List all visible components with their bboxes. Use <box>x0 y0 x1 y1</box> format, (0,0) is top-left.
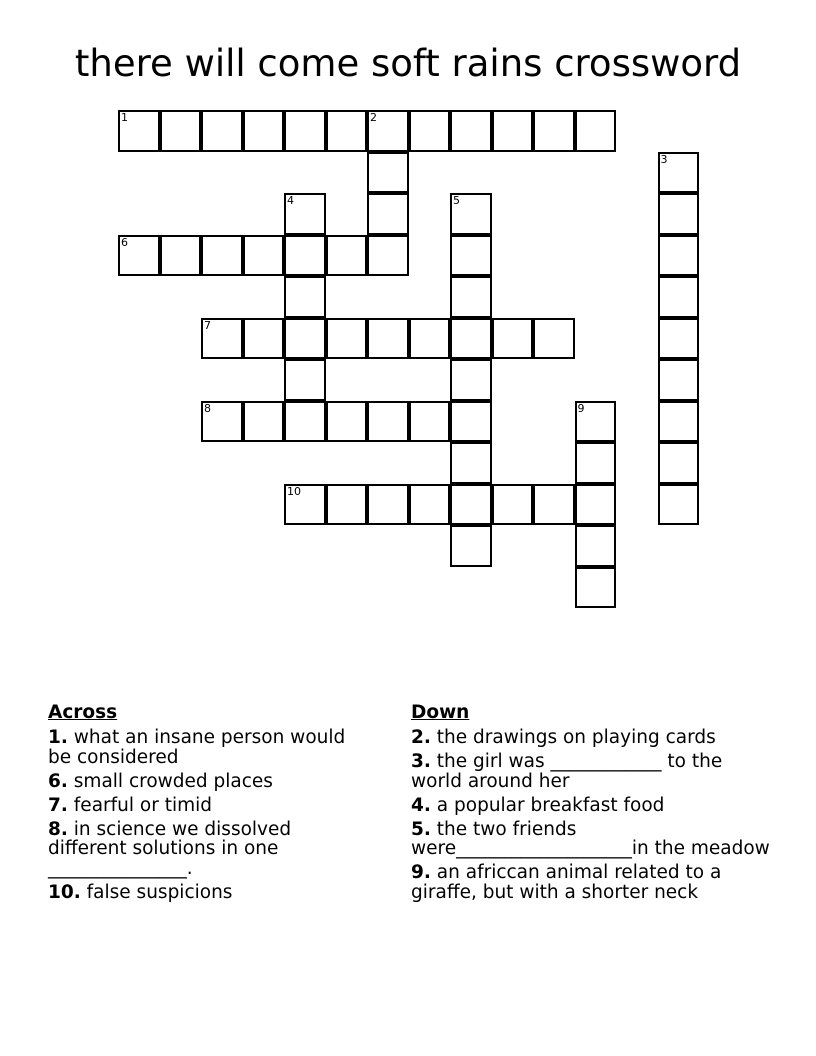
grid-cell[interactable] <box>492 484 534 526</box>
grid-cell[interactable] <box>326 235 368 277</box>
page-title: there will come soft rains crossword <box>74 42 742 85</box>
clue-text: the two friends were___________________in the meadow <box>411 818 770 859</box>
grid-cell[interactable] <box>450 318 492 360</box>
grid-cell[interactable] <box>201 110 243 152</box>
grid-cell[interactable] <box>658 401 700 443</box>
cell-number: 2 <box>370 111 377 124</box>
clue-number: 2. <box>411 727 431 748</box>
grid-cell[interactable] <box>658 152 700 194</box>
clue-number: 10. <box>48 881 81 903</box>
clue-number: 1. <box>48 727 68 748</box>
grid-cell[interactable] <box>367 484 409 526</box>
grid-cell[interactable] <box>575 401 617 443</box>
grid-cell[interactable] <box>367 152 409 194</box>
cell-number: 6 <box>121 235 128 249</box>
grid-cell[interactable] <box>658 442 700 484</box>
clue-text: false suspicions <box>86 881 233 903</box>
grid-cell[interactable] <box>409 110 451 152</box>
cell-number: 1 <box>121 111 128 124</box>
grid-cell[interactable] <box>367 110 409 152</box>
clue-text: the drawings on playing cards <box>436 727 716 748</box>
grid-cell[interactable] <box>284 235 326 277</box>
across-clue <box>48 883 348 903</box>
grid-cell[interactable] <box>575 484 617 526</box>
grid-cell[interactable] <box>367 235 409 277</box>
grid-cell[interactable] <box>658 235 700 277</box>
grid-cell[interactable] <box>201 318 243 360</box>
grid-cell[interactable] <box>409 484 451 526</box>
grid-cell[interactable] <box>284 193 326 235</box>
grid-cell[interactable] <box>575 567 617 609</box>
clue-text: in science we dissolved different solutions in one _______________. <box>48 818 292 879</box>
cell-number: 9 <box>577 401 585 415</box>
down-clue <box>411 752 771 791</box>
grid-cell[interactable] <box>492 110 534 152</box>
clue-number: 8. <box>48 818 68 840</box>
grid-cell[interactable] <box>533 110 575 152</box>
grid-cell[interactable] <box>409 318 451 360</box>
clue-number: 9. <box>411 862 431 883</box>
grid-cell[interactable] <box>533 484 575 526</box>
cell-number: 4 <box>287 194 294 207</box>
down-clues <box>411 702 771 907</box>
down-clue <box>411 728 771 748</box>
clue-number: 5. <box>411 818 431 840</box>
grid-cell[interactable] <box>450 193 492 235</box>
grid-cell[interactable] <box>284 110 326 152</box>
clue-text: fearful or timid <box>73 794 212 816</box>
grid-cell[interactable] <box>284 401 326 443</box>
clue-number: 3. <box>411 751 431 772</box>
grid-cell[interactable] <box>201 235 243 277</box>
grid-cell[interactable] <box>450 525 492 567</box>
clue-number: 7. <box>48 794 68 816</box>
grid-cell[interactable] <box>326 110 368 152</box>
down-heading: Down <box>411 702 470 723</box>
cell-number: 8 <box>204 401 211 415</box>
across-heading: Across <box>48 702 118 723</box>
grid-cell[interactable] <box>450 276 492 318</box>
grid-cell[interactable] <box>243 401 285 443</box>
grid-cell[interactable] <box>575 525 617 567</box>
grid-cell[interactable] <box>575 110 617 152</box>
grid-cell[interactable] <box>118 235 160 277</box>
grid-cell[interactable] <box>118 110 160 152</box>
grid-cell[interactable] <box>326 401 368 443</box>
clue-number: 4. <box>411 794 431 816</box>
down-clue <box>411 863 771 902</box>
grid-cell[interactable] <box>658 276 700 318</box>
cell-number: 3 <box>660 152 668 166</box>
grid-cell[interactable] <box>575 442 617 484</box>
grid-cell[interactable] <box>160 235 202 277</box>
grid-cell[interactable] <box>658 359 700 401</box>
grid-cell[interactable] <box>658 318 700 360</box>
down-clue <box>411 796 771 816</box>
grid-cell[interactable] <box>326 318 368 360</box>
clue-text: an africcan animal related to a giraffe, but with a shorter neck <box>411 862 722 903</box>
grid-cell[interactable] <box>201 401 243 443</box>
across-clue <box>48 728 348 767</box>
clue-text: the girl was ____________ to the world around her <box>411 751 723 792</box>
across-clues <box>48 702 348 907</box>
grid-cell[interactable] <box>326 484 368 526</box>
grid-cell[interactable] <box>492 318 534 360</box>
clue-text: what an insane person would be considered <box>48 727 346 768</box>
grid-cell[interactable] <box>450 484 492 526</box>
clue-number: 6. <box>48 770 68 792</box>
grid-cell[interactable] <box>284 276 326 318</box>
grid-cell[interactable] <box>367 193 409 235</box>
grid-cell[interactable] <box>284 484 326 526</box>
across-clue <box>48 796 348 816</box>
cell-number: 7 <box>204 318 211 332</box>
grid-cell[interactable] <box>658 484 700 526</box>
grid-cell[interactable] <box>367 318 409 360</box>
grid-cell[interactable] <box>284 318 326 360</box>
clue-text: a popular breakfast food <box>436 794 665 816</box>
grid-cell[interactable] <box>284 359 326 401</box>
across-clue <box>48 772 348 792</box>
grid-cell[interactable] <box>367 401 409 443</box>
grid-cell[interactable] <box>450 110 492 152</box>
grid-cell[interactable] <box>533 318 575 360</box>
grid-cell[interactable] <box>243 318 285 360</box>
grid-cell[interactable] <box>450 442 492 484</box>
grid-cell[interactable] <box>450 235 492 277</box>
grid-cell[interactable] <box>243 110 285 152</box>
grid-cell[interactable] <box>160 110 202 152</box>
across-clue <box>48 820 348 879</box>
clue-text: small crowded places <box>73 770 273 792</box>
grid-cell[interactable] <box>450 401 492 443</box>
cell-number: 10 <box>287 484 301 498</box>
grid-cell[interactable] <box>243 235 285 277</box>
grid-cell[interactable] <box>409 401 451 443</box>
grid-cell[interactable] <box>450 359 492 401</box>
down-clue <box>411 820 771 859</box>
grid-cell[interactable] <box>658 193 700 235</box>
cell-number: 5 <box>453 194 460 207</box>
